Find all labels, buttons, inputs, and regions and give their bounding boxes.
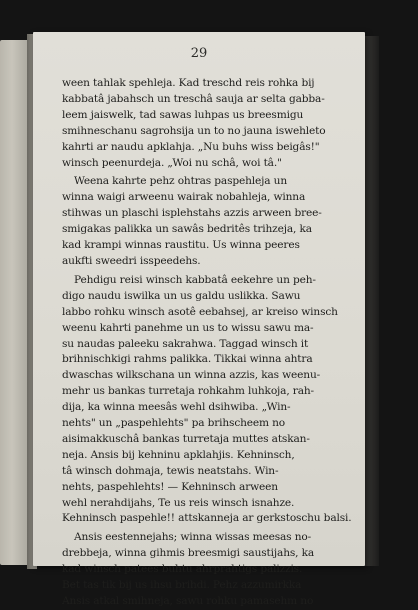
- book-page: [33, 32, 365, 607]
- text-line: aisimakkuschâ bankas turretaja muttes atskan-: [62, 432, 310, 445]
- text-line: winna waigi arweenu wairak nobahleja, winna: [62, 191, 306, 204]
- text-line: leem jaiswelk, tad sawas luhpas us breesmigu: [62, 108, 304, 121]
- paragraph: [62, 174, 362, 269]
- text-line: smigakas palikka un sawâs bedritês trihzeja, ka: [62, 223, 312, 236]
- page-number: 29: [190, 46, 208, 61]
- text-line: wehl nerahdijahs, Te us reis winsch isnahze.: [62, 496, 295, 509]
- text-line: kabbatâ jabahsch un treschâ sauja ar selta gabba-: [62, 92, 325, 105]
- text-line: su naudas paleeku sakrahwa. Taggad winsch it: [62, 337, 309, 350]
- paragraph: [62, 530, 362, 610]
- text-line: brihnischkigi rahms palikka. Tikkai winna ahtra: [62, 353, 313, 366]
- paragraph: [62, 76, 362, 171]
- text-line: winsch peenurdeja. „Woi nu schâ, woi tâ.": [62, 156, 282, 169]
- text-line: kad krampi winnas raustitu. Us winna peeres: [62, 239, 300, 252]
- text-line: kad winsch patees buhtu ahrprahtigs palizzis.: [62, 563, 303, 576]
- text-line: stihwas un plaschi isplehstahs azzis arween bree-: [62, 207, 322, 220]
- text-line: labbo rohku winsch asotê eebahsej, ar kreiso winsch: [62, 305, 338, 318]
- text-line: tâ winsch dohmaja, tewis neatstahs. Win-: [62, 464, 279, 477]
- text-line: Pehdigu reisi winsch kabbatâ eekehre un peh-: [74, 273, 316, 286]
- text-line: neja. Ansis bij kehninu apklahjis. Kehninsch,: [62, 448, 295, 461]
- text-line: kahrti ar naudu apklahja. „Nu buhs wiss beigâs!": [62, 140, 320, 153]
- text-line: aukfti sweedri isspeedehs.: [62, 254, 201, 267]
- text-line: Bet tas tik bij us ihsu brihdi. Pehz azzumirkka: [62, 579, 302, 592]
- text-line: nehts" un „paspehlehts" pa brihscheem no: [62, 417, 286, 430]
- facing-page-edge: [0, 40, 30, 565]
- text-line: Weena kahrte pehz ohtras paspehleja un: [74, 175, 288, 188]
- text-line: dwaschas wilkschana un winna azzis, kas weenu-: [62, 369, 321, 382]
- text-line: digo naudu iswilka un us galdu uslikka. Sawu: [62, 289, 301, 302]
- page-shadow: [365, 36, 379, 566]
- text-line: nehts, paspehlehts! — Kehninsch arween: [62, 480, 278, 493]
- paragraph: [62, 273, 362, 528]
- text-line: Ansis atkal smihneja, sawu rohku pamasehm no: [62, 595, 314, 607]
- text-line: drebbeja, winna gihmis breesmigi saustijahs, ka: [62, 547, 315, 560]
- text-line: smihneschanu sagrohsija un to no jauna iswehleto: [62, 124, 326, 137]
- text-line: Kehninsch paspehle!! attskanneja ar gerkstoschu balsi.: [62, 512, 352, 525]
- text-line: weenu kahrti panehme un us to wissu sawu ma-: [62, 321, 314, 334]
- text-line: mehr us bankas turretaja rohkahm luhkoja, rah-: [62, 385, 314, 398]
- text-line: Ansis eestennejahs; winna wissas meesas no-: [74, 531, 312, 544]
- text-line: ween tahlak spehleja. Kad treschd reis rohka bij: [62, 77, 315, 89]
- text-line: dija, ka winna meesâs wehl dsihwiba. „Win-: [62, 401, 291, 414]
- body-text: [62, 76, 362, 610]
